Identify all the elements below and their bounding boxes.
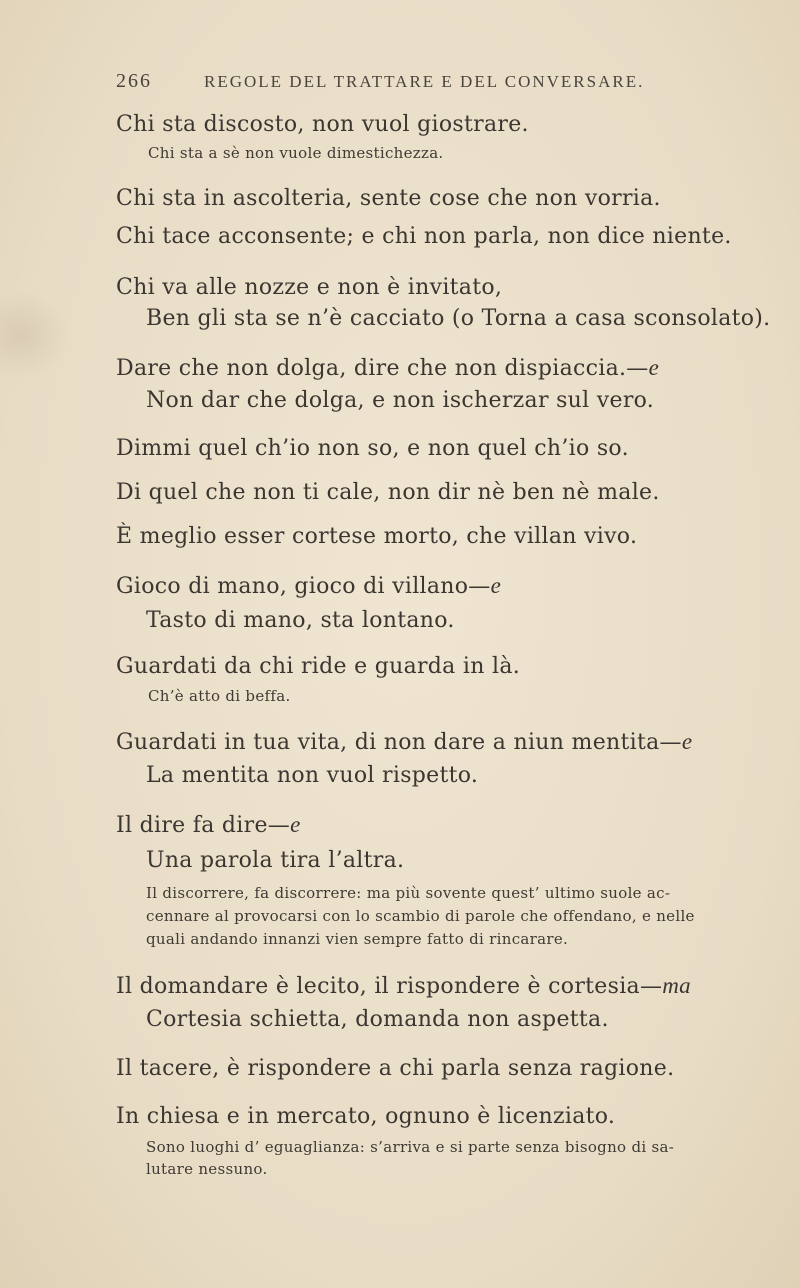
proverb-line: Il dire fa dire—e [116, 812, 301, 838]
proverb-line: Il tacere, è rispondere a chi parla senza ragione. [116, 1056, 675, 1081]
note-line: Il discorrere, fa discorrere: ma più sovente quest’ ultimo suole ac- [146, 884, 671, 902]
proverb-line: Non dar che dolga, e non ischerzar sul vero. [146, 388, 655, 413]
proverb-line: Chi tace acconsente; e chi non parla, non dice niente. [116, 224, 732, 249]
proverb-line: Chi sta discosto, non vuol giostrare. [116, 112, 529, 137]
proverb-line: Guardati da chi ride e guarda in là. [116, 654, 521, 679]
note-line: Chi sta a sè non vuole dimestichezza. [148, 144, 444, 162]
proverb-line: Gioco di mano, gioco di villano—e [116, 573, 502, 599]
page-header [116, 70, 676, 100]
paper-stain [0, 290, 70, 380]
proverb-line: Di quel che non ti cale, non dir nè ben nè male. [116, 480, 660, 505]
note-line: cennare al provocarsi con lo scambio di parole che offendano, e nelle [146, 907, 695, 925]
note-line: lutare nessuno. [146, 1160, 268, 1178]
conjunction: e [681, 729, 693, 754]
proverb-line: Chi va alle nozze e non è invitato, [116, 275, 503, 300]
proverb-line: In chiesa e in mercato, ognuno è licenziato. [116, 1104, 616, 1129]
proverb-line: Guardati in tua vita, di non dare a niun mentita—e [116, 729, 693, 755]
page-number: 266 [116, 70, 152, 92]
proverb-line: Cortesia schietta, domanda non aspetta. [146, 1007, 609, 1032]
note-line: Sono luoghi d’ eguaglianza: s’arriva e si parte senza bisogno di sa- [146, 1138, 675, 1156]
running-head: REGOLE DEL TRATTARE E DEL CONVERSARE. [204, 72, 645, 91]
proverb-line: Il domandare è lecito, il rispondere è cortesia—ma [116, 973, 691, 999]
proverb-line: Una parola tira l’altra. [146, 848, 405, 873]
proverb-line: Ben gli sta se n’è cacciato (o Torna a casa sconsolato). [146, 306, 771, 331]
proverb-line: La mentita non vuol rispetto. [146, 763, 479, 788]
proverb-line: È meglio esser cortese morto, che villan vivo. [116, 524, 638, 549]
conjunction: e [648, 355, 660, 380]
conjunction: ma [662, 973, 691, 998]
note-line: quali andando innanzi vien sempre fatto di rincarare. [146, 930, 569, 948]
note-line: Ch’è atto di beffa. [148, 687, 291, 705]
proverb-line: Tasto di mano, sta lontano. [146, 608, 455, 633]
proverb-line: Chi sta in ascolteria, sente cose che non vorria. [116, 186, 661, 211]
conjunction: e [290, 812, 301, 837]
proverb-line: Dimmi quel ch’io non so, e non quel ch’io so. [116, 436, 629, 461]
proverb-line: Dare che non dolga, dire che non dispiaccia.—e [116, 355, 660, 381]
conjunction: e [490, 573, 502, 598]
